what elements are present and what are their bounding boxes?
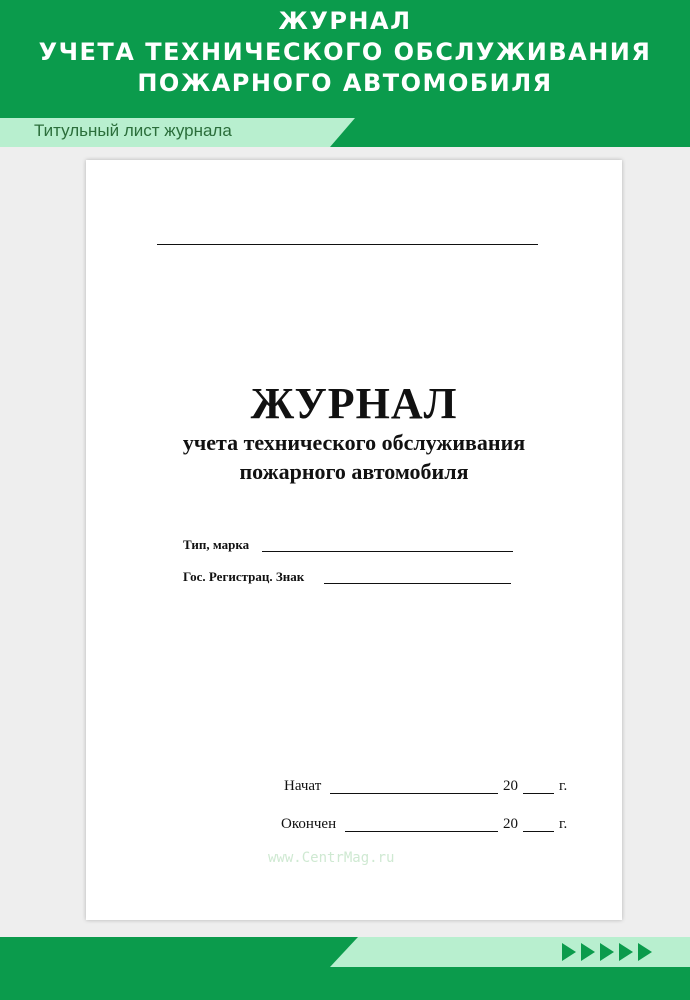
finished-year-line: [523, 831, 554, 832]
started-year-suffix: г.: [559, 778, 568, 794]
header-title: [0, 6, 690, 99]
finished-year-suffix: г.: [559, 816, 568, 832]
field-reg-label: Гос. Регистрац. Знак: [183, 569, 305, 584]
started-date-line: [330, 793, 498, 794]
finished-date-line: [345, 831, 498, 832]
cover-subtitle: [86, 428, 622, 486]
finished-label: Окончен: [281, 816, 337, 832]
started-year-line: [523, 793, 554, 794]
field-reg-line: [324, 583, 511, 584]
header-title-line-2: УЧЕТА ТЕХНИЧЕСКОГО ОБСЛУЖИВАНИЯ: [38, 38, 652, 66]
started-year-prefix: 20: [503, 778, 518, 794]
five-chevrons-icon: [560, 941, 660, 963]
finished-year-prefix: 20: [503, 816, 518, 832]
started-label: Начат: [284, 778, 322, 794]
cover-subtitle-line-2: пожарного автомобиля: [239, 459, 469, 484]
top-blank-line: [157, 244, 538, 245]
field-type-label: Тип, марка: [183, 537, 250, 552]
cover-subtitle-line-1: учета технического обслуживания: [182, 430, 526, 455]
header-title-line-3: ПОЖАРНОГО АВТОМОБИЛЯ: [137, 69, 553, 97]
field-type-line: [262, 551, 513, 552]
header-title-line-1: ЖУРНАЛ: [278, 7, 412, 35]
watermark: www.CentrMag.ru: [268, 850, 395, 866]
cover-title: ЖУРНАЛ: [250, 379, 458, 428]
journal-cover-page: [86, 160, 622, 920]
subtitle-text: Титульный лист журнала: [34, 121, 232, 140]
